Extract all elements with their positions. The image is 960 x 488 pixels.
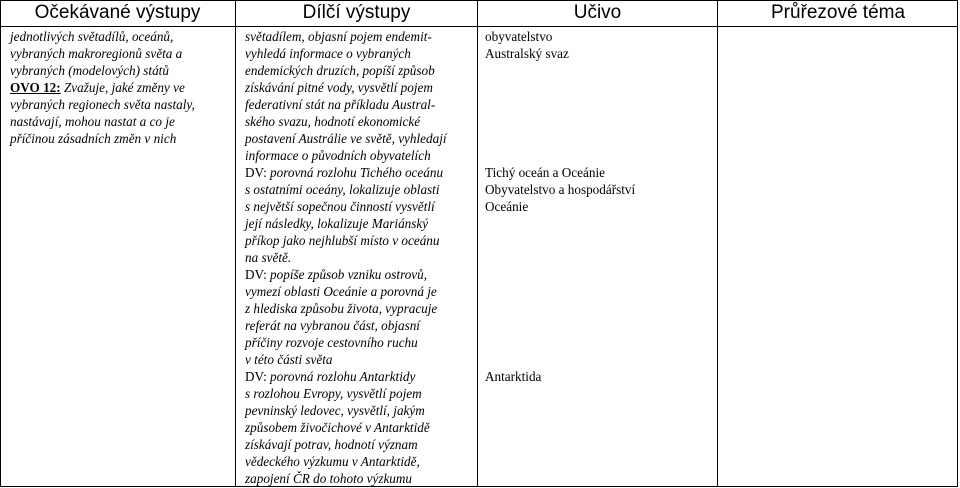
text-line: získávání pitné vody, vysvětlí pojem: [245, 80, 433, 95]
text-line: referát na vybranou část, objasní: [245, 318, 420, 333]
text-line: Australský svaz: [485, 46, 569, 61]
curriculum-group-australia: [485, 28, 569, 62]
text-line: [10, 79, 232, 96]
text-line: Tichý oceán a Oceánie: [485, 165, 605, 180]
text-line: ského svazu, hodnotí ekonomické: [245, 114, 421, 129]
text-line: příčiny rozvoje cestovního ruchu: [245, 335, 418, 350]
header-curriculum: Učivo: [573, 2, 622, 23]
dv-label: DV:: [245, 165, 267, 180]
text-line: vybraných makroregionů světa a: [10, 46, 183, 61]
text-line: [245, 266, 481, 283]
text-line: způsobem živočichové v Antarktidě: [245, 420, 430, 435]
dv-label: DV:: [245, 267, 267, 282]
text-line: vymezí oblasti Oceánie a porovná je: [245, 284, 437, 299]
text-span: popíše způsob vzniku ostrovů,: [266, 267, 428, 282]
ovo-code: OVO 12:: [10, 80, 61, 95]
text-line: s největší sopečnou činností vysvětlí: [245, 199, 435, 214]
curriculum-group-antarctica: [485, 368, 541, 385]
text-line: vyhledá informace o vybraných: [245, 46, 411, 61]
text-line: postavení Austrálie ve světě, vyhledají: [245, 131, 447, 146]
text-line: příčinou zásadních změn v nich: [10, 131, 177, 146]
text-line: Antarktida: [485, 369, 542, 384]
text-span: porovná rozlohu Antarktidy: [266, 369, 416, 384]
header-divider: [0, 26, 958, 27]
text-line: pevninský ledovec, vysvětlí, jakým: [245, 403, 425, 418]
text-line: vědeckého výzkumu v Antarktidě,: [245, 454, 420, 469]
dv-label: DV:: [245, 369, 267, 384]
text-line: nastávají, mohou nastat a co je: [10, 114, 175, 129]
column-divider-1: [235, 0, 236, 487]
text-line: informace o původních obyvatelích: [245, 148, 431, 163]
header-partial-outcomes: Dílčí výstupy: [302, 2, 411, 23]
text-line: s rozlohou Evropy, vysvětlí pojem: [245, 386, 422, 401]
header-cross-curricular-topic: Průřezové téma: [770, 2, 906, 23]
text-line: zapojení ČR do tohoto výzkumu: [245, 471, 413, 486]
text-line: [245, 164, 481, 181]
text-line: federativní stát na příkladu Austral-: [245, 97, 436, 112]
curriculum-group-oceania: [485, 164, 635, 215]
text-line: Obyvatelstvo a hospodářství: [485, 182, 636, 197]
text-line: s ostatními oceány, lokalizuje oblasti: [245, 182, 440, 197]
header-expected-outcomes: Očekávané výstupy: [34, 2, 201, 23]
text-line: v této části světa: [245, 352, 333, 367]
text-line: jednotlivých světadílů, oceánů,: [10, 29, 174, 44]
text-line: Oceánie: [485, 199, 529, 214]
expected-outcomes-cell: [10, 28, 232, 147]
text-span: Zvažuje, jaké změny ve: [60, 80, 185, 95]
column-divider-3: [717, 0, 718, 487]
text-line: příkop jako nejhlubší místo v oceánu: [245, 233, 440, 248]
text-line: endemických druzích, popíší způsob: [245, 63, 435, 78]
text-line: na světě.: [245, 250, 292, 265]
text-line: získávají potrav, hodnotí význam: [245, 437, 418, 452]
text-span: porovná rozlohu Tichého oceánu: [266, 165, 444, 180]
text-line: [245, 368, 481, 385]
text-line: její následky, lokalizuje Mariánský: [245, 216, 429, 231]
text-line: vybraných (modelových) států: [10, 63, 169, 78]
text-line: vybraných regionech světa nastaly,: [10, 97, 195, 112]
text-line: z hlediska způsobu života, vypracuje: [245, 301, 438, 316]
text-line: světadílem, objasní pojem endemit-: [245, 29, 432, 44]
partial-outcomes-cell: [245, 28, 481, 487]
text-line: obyvatelstvo: [485, 29, 553, 44]
